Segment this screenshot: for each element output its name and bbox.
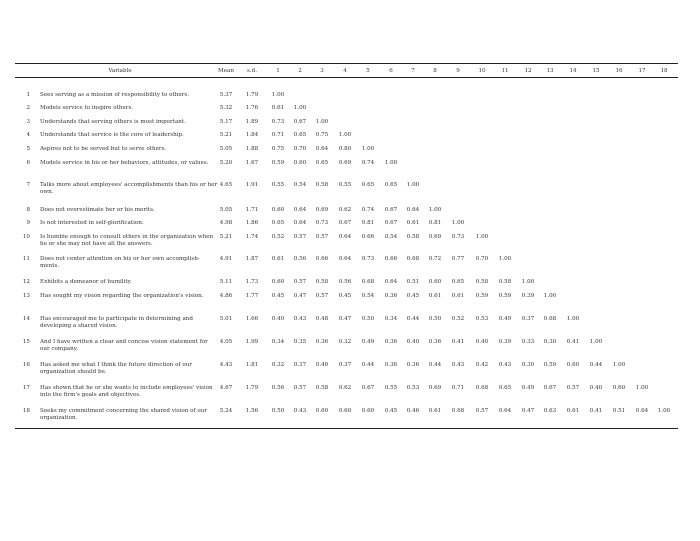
row-sd: 1.71 xyxy=(245,207,259,213)
row-sd: 1.89 xyxy=(245,119,259,125)
correlation-value: 0.60 xyxy=(271,279,285,285)
row-sd: 1.74 xyxy=(245,234,259,240)
correlation-value: 0.64 xyxy=(293,207,307,213)
row-variable: Understands that serving others is most important. xyxy=(40,119,186,125)
correlation-value: 0.59 xyxy=(271,160,285,166)
row-mean: 5.20 xyxy=(219,160,233,166)
row-number: 15 xyxy=(22,339,30,345)
correlation-value: 0.68 xyxy=(475,385,489,391)
row-variable: Has shown that he or she wants to include employees' vision into the firm's goals and objectives. xyxy=(40,385,213,398)
correlation-value: 0.65 xyxy=(384,182,398,188)
correlation-value: 0.34 xyxy=(384,316,398,322)
correlation-value: 0.58 xyxy=(406,234,420,240)
correlation-value: 0.65 xyxy=(271,220,285,226)
correlation-value: 1.00 xyxy=(566,316,580,322)
correlation-value: 0.57 xyxy=(293,279,307,285)
correlation-value: 0.66 xyxy=(361,234,375,240)
correlation-value: 0.61 xyxy=(451,293,465,299)
correlation-value: 0.48 xyxy=(315,316,329,322)
correlation-value: 0.43 xyxy=(293,408,307,414)
correlation-value: 0.58 xyxy=(315,182,329,188)
correlation-value: 0.46 xyxy=(406,408,420,414)
correlation-value: 0.36 xyxy=(406,362,420,368)
row-mean: 4.98 xyxy=(219,220,233,226)
correlation-value: 0.42 xyxy=(475,362,489,368)
row-variable: Sees serving as a mission of responsibility to others. xyxy=(40,92,189,98)
header-col: 14 xyxy=(569,68,577,74)
correlation-value: 1.00 xyxy=(428,207,442,213)
row-mean: 5.32 xyxy=(219,105,233,111)
correlation-value: 0.65 xyxy=(315,160,329,166)
correlation-value: 0.60 xyxy=(566,362,580,368)
row-variable: Models service to inspire others. xyxy=(40,105,134,111)
row-mean: 5.11 xyxy=(219,279,233,285)
correlation-value: 0.45 xyxy=(271,293,285,299)
row-mean: 4.86 xyxy=(219,293,233,299)
correlation-value: 0.71 xyxy=(451,385,465,391)
correlation-value: 0.64 xyxy=(635,408,649,414)
correlation-value: 0.73 xyxy=(271,119,285,125)
header-col: 4 xyxy=(343,68,347,74)
row-variable: Has asked me what I think the future direction of our organization should be. xyxy=(40,362,193,375)
row-variable: And I have written a clear and concise vision statement for our company. xyxy=(40,339,208,352)
correlation-value: 0.65 xyxy=(361,182,375,188)
correlation-value: 0.67 xyxy=(384,207,398,213)
correlation-value: 0.57 xyxy=(315,234,329,240)
correlation-value: 0.54 xyxy=(361,293,375,299)
header-col: 15 xyxy=(592,68,600,74)
correlation-value: 0.36 xyxy=(428,339,442,345)
correlation-value: 0.61 xyxy=(428,408,442,414)
row-mean: 4.43 xyxy=(219,362,233,368)
header-rule xyxy=(15,77,678,78)
correlation-value: 0.40 xyxy=(406,339,420,345)
correlation-value: 0.45 xyxy=(384,408,398,414)
correlation-value: 0.52 xyxy=(271,234,285,240)
correlation-value: 0.68 xyxy=(451,408,465,414)
row-variable: Understands that service is the core of leadership. xyxy=(40,132,184,138)
correlation-value: 0.60 xyxy=(338,408,352,414)
correlation-value: 0.33 xyxy=(521,339,535,345)
correlation-value: 0.45 xyxy=(338,293,352,299)
correlation-value: 0.58 xyxy=(475,279,489,285)
correlation-value: 0.50 xyxy=(361,316,375,322)
correlation-value: 0.64 xyxy=(338,256,352,262)
correlation-value: 0.70 xyxy=(475,256,489,262)
correlation-value: 0.40 xyxy=(589,385,603,391)
correlation-value: 0.52 xyxy=(451,316,465,322)
row-mean: 5.05 xyxy=(219,146,233,152)
correlation-value: 0.44 xyxy=(406,316,420,322)
correlation-value: 0.59 xyxy=(498,293,512,299)
correlation-value: 0.36 xyxy=(315,339,329,345)
row-sd: 1.86 xyxy=(245,220,259,226)
correlation-value: 0.51 xyxy=(406,279,420,285)
row-number: 4 xyxy=(26,132,30,138)
correlation-value: 0.67 xyxy=(384,220,398,226)
row-mean: 5.01 xyxy=(219,316,233,322)
correlation-value: 1.00 xyxy=(315,119,329,125)
row-sd: 1.88 xyxy=(245,146,259,152)
row-number: 3 xyxy=(26,119,30,125)
row-mean: 5.37 xyxy=(219,92,233,98)
row-mean: 5.05 xyxy=(219,207,233,213)
correlation-value: 1.00 xyxy=(612,362,626,368)
correlation-value: 0.67 xyxy=(338,220,352,226)
row-number: 18 xyxy=(22,408,30,414)
correlation-value: 0.68 xyxy=(361,279,375,285)
header-col: 18 xyxy=(660,68,668,74)
correlation-value: 0.43 xyxy=(498,362,512,368)
correlation-value: 0.60 xyxy=(361,408,375,414)
header-col: 7 xyxy=(411,68,415,74)
correlation-value: 0.61 xyxy=(428,293,442,299)
row-number: 7 xyxy=(26,182,30,188)
correlation-value: 0.69 xyxy=(315,207,329,213)
correlation-value: 0.56 xyxy=(271,385,285,391)
correlation-value: 0.66 xyxy=(384,256,398,262)
row-variable: Has encouraged me to participate in determining and developing a shared vision. xyxy=(40,316,193,329)
correlation-value: 0.69 xyxy=(428,385,442,391)
correlation-value: 0.77 xyxy=(451,256,465,262)
correlation-value: 0.35 xyxy=(293,339,307,345)
correlation-value: 0.62 xyxy=(338,207,352,213)
header-col: s.d. xyxy=(246,68,257,74)
row-number: 6 xyxy=(26,160,30,166)
row-variable: Exhibits a demeanor of humility. xyxy=(40,279,132,285)
row-variable: Does not center attention on his or her own accomplish-ments. xyxy=(40,256,200,269)
correlation-value: 0.55 xyxy=(384,385,398,391)
correlation-value: 0.37 xyxy=(338,362,352,368)
row-sd: 1.87 xyxy=(245,256,259,262)
correlation-value: 0.81 xyxy=(361,220,375,226)
correlation-value: 0.67 xyxy=(293,119,307,125)
row-number: 2 xyxy=(26,105,30,111)
correlation-value: 0.40 xyxy=(315,362,329,368)
correlation-value: 0.53 xyxy=(475,316,489,322)
correlation-value: 0.43 xyxy=(293,316,307,322)
header-col: 1 xyxy=(276,68,280,74)
correlation-value: 0.41 xyxy=(589,408,603,414)
correlation-value: 0.36 xyxy=(384,362,398,368)
correlation-value: 0.47 xyxy=(338,316,352,322)
row-number: 10 xyxy=(22,234,30,240)
row-sd: 1.79 xyxy=(245,92,259,98)
correlation-value: 0.44 xyxy=(361,362,375,368)
row-mean: 4.65 xyxy=(219,182,233,188)
correlation-value: 0.60 xyxy=(293,160,307,166)
correlation-value: 1.00 xyxy=(338,132,352,138)
header-col: 9 xyxy=(456,68,460,74)
correlation-value: 0.39 xyxy=(521,293,535,299)
correlation-value: 0.57 xyxy=(315,293,329,299)
correlation-value: 0.37 xyxy=(293,362,307,368)
header-col: 6 xyxy=(389,68,393,74)
correlation-value: 0.37 xyxy=(521,316,535,322)
header-col: 5 xyxy=(366,68,370,74)
correlation-value: 0.62 xyxy=(338,385,352,391)
correlation-value: 1.00 xyxy=(451,220,465,226)
correlation-value: 0.59 xyxy=(543,362,557,368)
correlation-value: 0.74 xyxy=(361,207,375,213)
correlation-value: 0.63 xyxy=(543,408,557,414)
correlation-value: 0.58 xyxy=(498,279,512,285)
row-sd: 1.56 xyxy=(245,408,259,414)
correlation-value: 0.65 xyxy=(451,279,465,285)
correlation-value: 0.75 xyxy=(271,146,285,152)
correlation-value: 0.58 xyxy=(315,279,329,285)
row-sd: 1.76 xyxy=(245,105,259,111)
correlation-value: 1.00 xyxy=(406,182,420,188)
row-mean: 5.17 xyxy=(219,119,233,125)
row-variable: Is humble enough to consult others in the organization when he or she may not have all the answers. xyxy=(40,234,214,247)
row-number: 8 xyxy=(26,207,30,213)
correlation-value: 0.71 xyxy=(271,132,285,138)
row-sd: 1.91 xyxy=(245,182,259,188)
correlation-value: 0.57 xyxy=(475,408,489,414)
correlation-value: 0.65 xyxy=(498,385,512,391)
correlation-value: 1.00 xyxy=(384,160,398,166)
correlation-value: 0.41 xyxy=(451,339,465,345)
correlation-value: 0.72 xyxy=(428,256,442,262)
correlation-value: 0.36 xyxy=(384,339,398,345)
row-sd: 1.67 xyxy=(245,160,259,166)
correlation-value: 0.64 xyxy=(293,220,307,226)
correlation-value: 0.40 xyxy=(475,339,489,345)
correlation-value: 0.66 xyxy=(315,256,329,262)
correlation-value: 0.64 xyxy=(384,279,398,285)
correlation-value: 0.49 xyxy=(361,339,375,345)
row-variable: Talks more about employees' accomplishments than his or her own. xyxy=(40,182,218,195)
correlation-value: 0.64 xyxy=(315,146,329,152)
correlation-value: 0.70 xyxy=(293,146,307,152)
correlation-value: 0.60 xyxy=(428,279,442,285)
correlation-value: 0.69 xyxy=(428,234,442,240)
row-mean: 5.21 xyxy=(219,132,233,138)
row-variable: Aspires not to be served but to serve others. xyxy=(40,146,167,152)
row-variable: Does not overestimate her or his merits. xyxy=(40,207,155,213)
row-number: 13 xyxy=(22,293,30,299)
correlation-value: 0.54 xyxy=(293,182,307,188)
correlation-value: 0.55 xyxy=(338,182,352,188)
correlation-value: 0.81 xyxy=(428,220,442,226)
correlation-value: 0.34 xyxy=(271,339,285,345)
correlation-value: 0.49 xyxy=(498,316,512,322)
correlation-value: 0.30 xyxy=(543,339,557,345)
correlation-value: 0.80 xyxy=(338,146,352,152)
correlation-value: 0.57 xyxy=(293,234,307,240)
correlation-value: 0.58 xyxy=(315,385,329,391)
correlation-value: 0.54 xyxy=(384,234,398,240)
correlation-value: 0.61 xyxy=(406,220,420,226)
correlation-value: 1.00 xyxy=(361,146,375,152)
header-col: Mean xyxy=(218,68,234,74)
correlation-value: 0.56 xyxy=(338,279,352,285)
header-col: 2 xyxy=(298,68,302,74)
correlation-value: 1.00 xyxy=(475,234,489,240)
correlation-value: 0.57 xyxy=(566,385,580,391)
row-sd: 1.66 xyxy=(245,316,259,322)
correlation-value: 0.61 xyxy=(271,105,285,111)
row-variable: Models service in his or her behaviors, attitudes, or values. xyxy=(40,160,209,166)
row-number: 17 xyxy=(22,385,30,391)
correlation-value: 0.61 xyxy=(271,256,285,262)
header-col: 11 xyxy=(501,68,509,74)
correlation-value: 0.73 xyxy=(361,256,375,262)
header-col: 8 xyxy=(433,68,437,74)
header-col: 17 xyxy=(638,68,646,74)
correlation-value: 0.67 xyxy=(543,385,557,391)
correlation-value: 1.00 xyxy=(635,385,649,391)
correlation-value: 0.53 xyxy=(406,385,420,391)
row-sd: 1.84 xyxy=(245,132,259,138)
row-number: 11 xyxy=(22,256,30,262)
header-col: 16 xyxy=(615,68,623,74)
correlation-value: 0.69 xyxy=(338,160,352,166)
correlation-value: 0.30 xyxy=(521,362,535,368)
correlation-value: 0.74 xyxy=(361,160,375,166)
correlation-value: 0.47 xyxy=(521,408,535,414)
correlation-value: 0.73 xyxy=(451,234,465,240)
correlation-value: 1.00 xyxy=(543,293,557,299)
correlation-value: 0.61 xyxy=(566,408,580,414)
row-mean: 5.21 xyxy=(219,234,233,240)
correlation-value: 0.36 xyxy=(384,293,398,299)
correlation-value: 0.67 xyxy=(361,385,375,391)
row-variable: Is not interested in self-glorification. xyxy=(40,220,144,226)
correlation-value: 1.00 xyxy=(657,408,671,414)
row-mean: 4.67 xyxy=(219,385,233,391)
correlation-value: 0.50 xyxy=(271,408,285,414)
correlation-value: 1.00 xyxy=(589,339,603,345)
correlation-value: 0.41 xyxy=(566,339,580,345)
row-number: 9 xyxy=(26,220,30,226)
correlation-value: 0.60 xyxy=(271,207,285,213)
correlation-value: 0.32 xyxy=(338,339,352,345)
correlation-value: 0.51 xyxy=(612,408,626,414)
header-col: 13 xyxy=(546,68,554,74)
correlation-value: 0.57 xyxy=(293,385,307,391)
correlation-value: 0.68 xyxy=(543,316,557,322)
row-mean: 5.24 xyxy=(219,408,233,414)
row-sd: 1.99 xyxy=(245,339,259,345)
row-number: 16 xyxy=(22,362,30,368)
correlation-value: 1.00 xyxy=(521,279,535,285)
correlation-value: 0.64 xyxy=(338,234,352,240)
row-sd: 1.79 xyxy=(245,385,259,391)
row-number: 12 xyxy=(22,279,30,285)
header-col: 10 xyxy=(478,68,486,74)
correlation-value: 1.00 xyxy=(271,92,285,98)
row-variable: Seeks my commitment concerning the shared vision of our organization. xyxy=(40,408,208,421)
correlation-value: 0.73 xyxy=(315,220,329,226)
header-col: 3 xyxy=(320,68,324,74)
correlation-value: 0.32 xyxy=(271,362,285,368)
header-col: 12 xyxy=(524,68,532,74)
row-number: 14 xyxy=(22,316,30,322)
correlation-value: 0.75 xyxy=(315,132,329,138)
correlation-value: 0.43 xyxy=(451,362,465,368)
row-mean: 4.91 xyxy=(219,256,233,262)
correlation-value: 0.39 xyxy=(498,339,512,345)
correlation-value: 0.44 xyxy=(589,362,603,368)
row-sd: 1.77 xyxy=(245,293,259,299)
bottom-rule xyxy=(15,428,678,429)
correlation-value: 0.49 xyxy=(521,385,535,391)
row-sd: 1.73 xyxy=(245,279,259,285)
correlation-value: 0.55 xyxy=(271,182,285,188)
correlation-value: 0.64 xyxy=(406,207,420,213)
correlation-value: 0.45 xyxy=(406,293,420,299)
row-variable: Has sought my vision regarding the organization's vision. xyxy=(40,293,204,299)
correlation-value: 0.60 xyxy=(315,408,329,414)
correlation-value: 0.47 xyxy=(293,293,307,299)
correlation-value: 1.00 xyxy=(293,105,307,111)
row-number: 1 xyxy=(26,92,30,98)
correlation-value: 0.44 xyxy=(428,362,442,368)
correlation-value: 0.40 xyxy=(271,316,285,322)
correlation-value: 0.56 xyxy=(293,256,307,262)
correlation-value: 1.00 xyxy=(498,256,512,262)
row-mean: 4.05 xyxy=(219,339,233,345)
correlation-value: 0.59 xyxy=(475,293,489,299)
header-variable: Variable xyxy=(108,68,132,74)
top-rule xyxy=(15,63,678,64)
correlation-value: 0.64 xyxy=(498,408,512,414)
row-number: 5 xyxy=(26,146,30,152)
correlation-value: 0.50 xyxy=(428,316,442,322)
correlation-value: 0.65 xyxy=(293,132,307,138)
correlation-value: 0.68 xyxy=(406,256,420,262)
correlation-value: 0.60 xyxy=(612,385,626,391)
row-sd: 1.81 xyxy=(245,362,259,368)
